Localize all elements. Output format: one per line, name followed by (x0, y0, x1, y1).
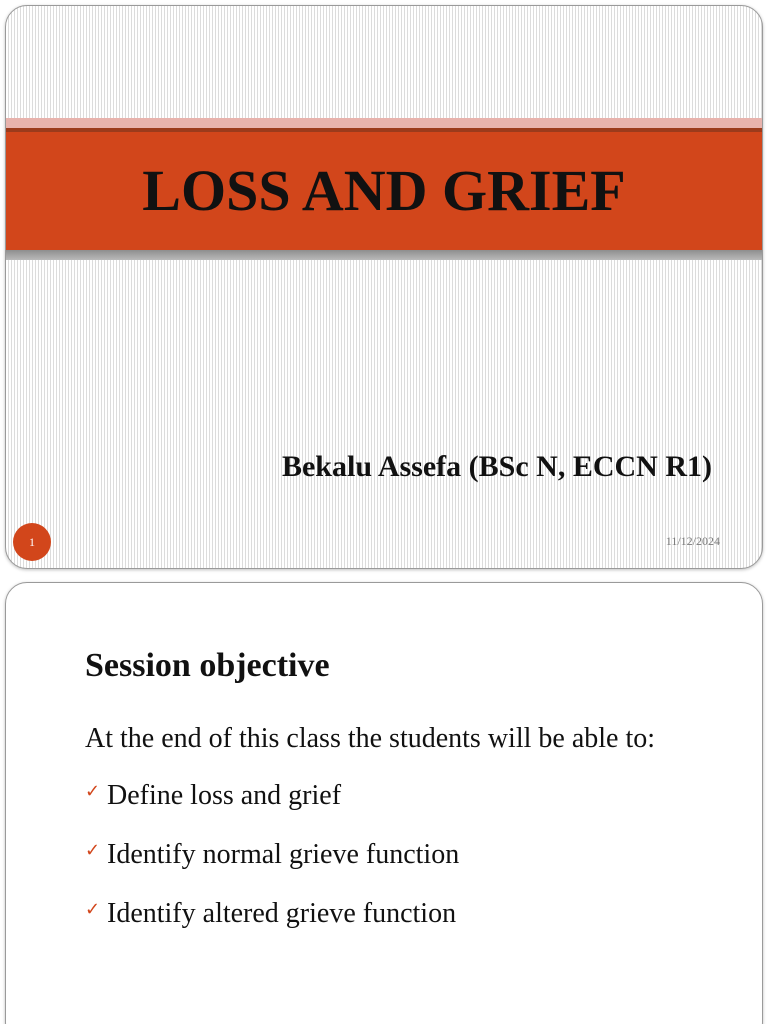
slide-date: 11/12/2024 (665, 534, 720, 548)
title-slide[interactable] (5, 5, 763, 569)
list-item (85, 897, 459, 956)
checkmark-icon: ✓ (85, 899, 101, 920)
checkmark-icon: ✓ (85, 781, 101, 802)
objective-label: Identify altered grieve function (107, 898, 457, 929)
title-band-bottom-shadow (6, 250, 762, 260)
checkmark-icon: ✓ (85, 840, 101, 861)
objectives-intro: At the end of this class the students will be able to: (85, 723, 656, 754)
slide-title: LOSS AND GRIEF (142, 158, 626, 223)
title-band-top-stripe (6, 118, 762, 128)
objectives-list (85, 779, 459, 956)
objectives-heading: Session objective (85, 647, 330, 684)
list-item (85, 779, 459, 838)
objective-label: Define loss and grief (107, 780, 342, 811)
slide-number-badge: 1 (13, 523, 51, 561)
objectives-slide[interactable] (5, 582, 763, 1024)
list-item (85, 838, 459, 897)
objective-label: Identify normal grieve function (107, 839, 460, 870)
author-name: Bekalu Assefa (BSc N, ECCN R1) (281, 450, 712, 483)
